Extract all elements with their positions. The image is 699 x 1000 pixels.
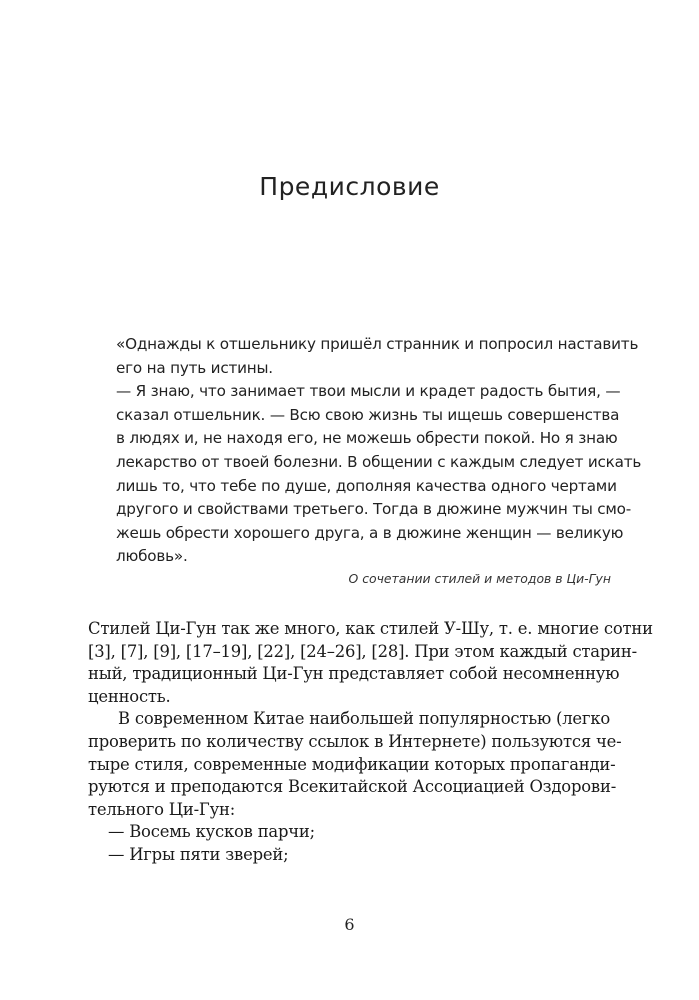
body-line: тыре стиля, современные модификации которых пропаганди-	[88, 754, 616, 774]
page-number: 6	[344, 915, 355, 934]
chapter-title: Предисловие	[259, 172, 440, 201]
body-line: [3], [7], [9], [17–19], [22], [24–26], [28]. При этом каждый старин-	[88, 641, 637, 661]
epigraph	[116, 333, 642, 569]
body-line: тельного Ци-Гун:	[88, 799, 236, 819]
epigraph-line: любовь».	[116, 547, 188, 566]
body-line: Стилей Ци-Гун так же много, как стилей У-Шу, т. е. многие сотни	[88, 619, 653, 638]
body-text	[88, 618, 653, 867]
epigraph-line: лишь то, что тебе по душе, дополняя качества одного чертами	[116, 476, 617, 495]
epigraph-line: жешь обрести хорошего друга, а в дюжине женщин — великую	[116, 523, 624, 542]
body-line: проверить по количеству ссылок в Интернете) пользуются че-	[88, 731, 622, 751]
body-line: ценность.	[88, 686, 171, 706]
list-item: — Игры пяти зверей;	[108, 844, 289, 864]
epigraph-line: другого и свойствами третьего. Тогда в дюжине мужчин ты смо-	[116, 500, 632, 519]
epigraph-line: в людях и, не находя его, не можешь обрести покой. Но я знаю	[116, 429, 618, 448]
body-line: В современном Китае наибольшей популярностью (легко	[118, 709, 611, 729]
epigraph-line: «Однажды к отшельнику пришёл странник и попросил наставить	[116, 335, 639, 353]
epigraph-line: лекарство от твоей болезни. В общении с каждым следует искать	[116, 452, 642, 471]
epigraph-line: его на путь истины.	[116, 358, 273, 377]
body-line: ный, традиционный Ци-Гун представляет собой несомненную	[88, 664, 620, 684]
body-line: руются и преподаются Всекитайской Ассоциацией Оздорови-	[88, 777, 617, 797]
epigraph-line: сказал отшельник. — Всю свою жизнь ты ищешь совершенства	[116, 405, 620, 424]
list-item: — Восемь кусков парчи;	[108, 822, 315, 842]
epigraph-line: — Я знаю, что занимает твои мысли и крадет радость бытия, —	[116, 382, 621, 401]
epigraph-source: О сочетании стилей и методов в Ци-Гун	[348, 571, 611, 586]
